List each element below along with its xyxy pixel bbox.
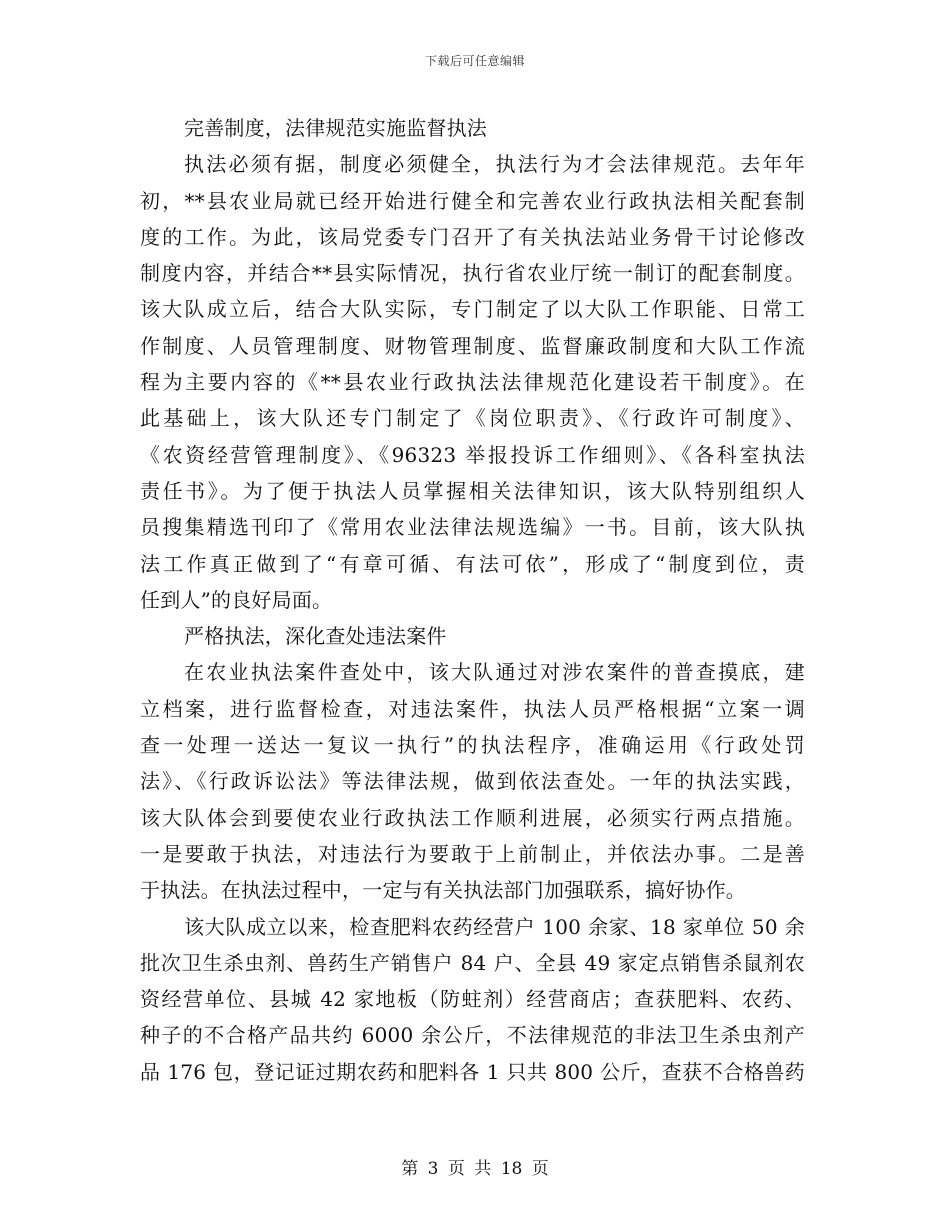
text-line: 度的工作。为此，该局党委专门召开了有关执法站业务骨干讨论修改: [140, 224, 805, 249]
document-body: [140, 110, 805, 1090]
body-paragraph: [140, 909, 805, 1090]
text-line: 查一处理一送达一复议一执行”的执法程序，准确运用《行政处罚: [140, 733, 805, 758]
text-line: 此基础上，该大队还专门制定了《岗位职责》、《行政许可制度》、: [140, 406, 805, 431]
text-line: 该大队成立后，结合大队实际，专门制定了以大队工作职能、日常工: [140, 297, 805, 322]
text-line: 资经营单位、县城 42 家地板（防蛀剂）经营商店；查获肥料、农药、: [140, 987, 805, 1012]
text-line: 品 176 包，登记证过期农药和肥料各 1 只共 800 公斤，查获不合格兽药: [140, 1059, 805, 1084]
text-line: 法》、《行政诉讼法》等法律法规，做到依法查处。一年的执法实践，: [140, 769, 805, 794]
body-paragraph: [140, 654, 805, 908]
text-line: 于执法。在执法过程中，一定与有关执法部门加强联系，搞好协作。: [140, 878, 746, 903]
text-line: 执法必须有据，制度必须健全，执法行为才会法律规范。去年年: [184, 152, 805, 177]
text-line: 完善制度，法律规范实施监督执法: [184, 116, 487, 140]
text-line: 初，**县农业局就已经开始进行健全和完善农业行政执法相关配套制: [140, 188, 805, 213]
text-line: 制度内容，并结合**县实际情况，执行省农业厅统一制订的配套制度。: [140, 261, 805, 286]
text-line: 该大队成立以来，检查肥料农药经营户 100 余家、18 家单位 50 余: [184, 914, 805, 939]
text-line: 《农资经营管理制度》、《96323 举报投诉工作细则》、《各科室执法: [140, 442, 805, 467]
text-line: 责任书》。为了便于执法人员掌握相关法律知识，该大队特别组织人: [140, 478, 805, 503]
text-line: 作制度、人员管理制度、财物管理制度、监督廉政制度和大队工作流: [140, 333, 805, 358]
text-line: 批次卫生杀虫剂、兽药生产销售户 84 户、全县 49 家定点销售杀鼠剂农: [140, 950, 805, 975]
text-line: 严格执法，深化查处违法案件: [184, 624, 447, 649]
text-line: 在农业执法案件查处中，该大队通过对涉农案件的普查摸底，建: [184, 660, 805, 685]
text-line: 任到人”的良好局面。: [140, 587, 333, 612]
page-header: 下载后可任意编辑: [424, 54, 525, 68]
text-line: 程为主要内容的《**县农业行政执法法律规范化建设若干制度》。在: [140, 370, 805, 395]
text-line: 法工作真正做到了“有章可循、有法可依”，形成了“制度到位，责: [140, 551, 805, 576]
text-line: 该大队体会到要使农业行政执法工作顺利进展，必须实行两点措施。: [140, 805, 805, 830]
page-footer: 第 3 页 共 18 页: [401, 1159, 549, 1179]
section-heading: [140, 618, 805, 654]
text-line: 种子的不合格产品共约 6000 余公斤，不法律规范的非法卫生杀虫剂产: [140, 1023, 805, 1048]
body-paragraph: [140, 146, 805, 618]
text-line: 员搜集精选刊印了《常用农业法律法规选编》一书。目前，该大队执: [140, 515, 805, 540]
text-line: 一是要敢于执法，对违法行为要敢于上前制止，并依法办事。二是善: [140, 841, 805, 866]
section-heading: [140, 110, 805, 146]
text-line: 立档案，进行监督检查，对违法案件，执法人员严格根据“立案一调: [140, 696, 805, 721]
